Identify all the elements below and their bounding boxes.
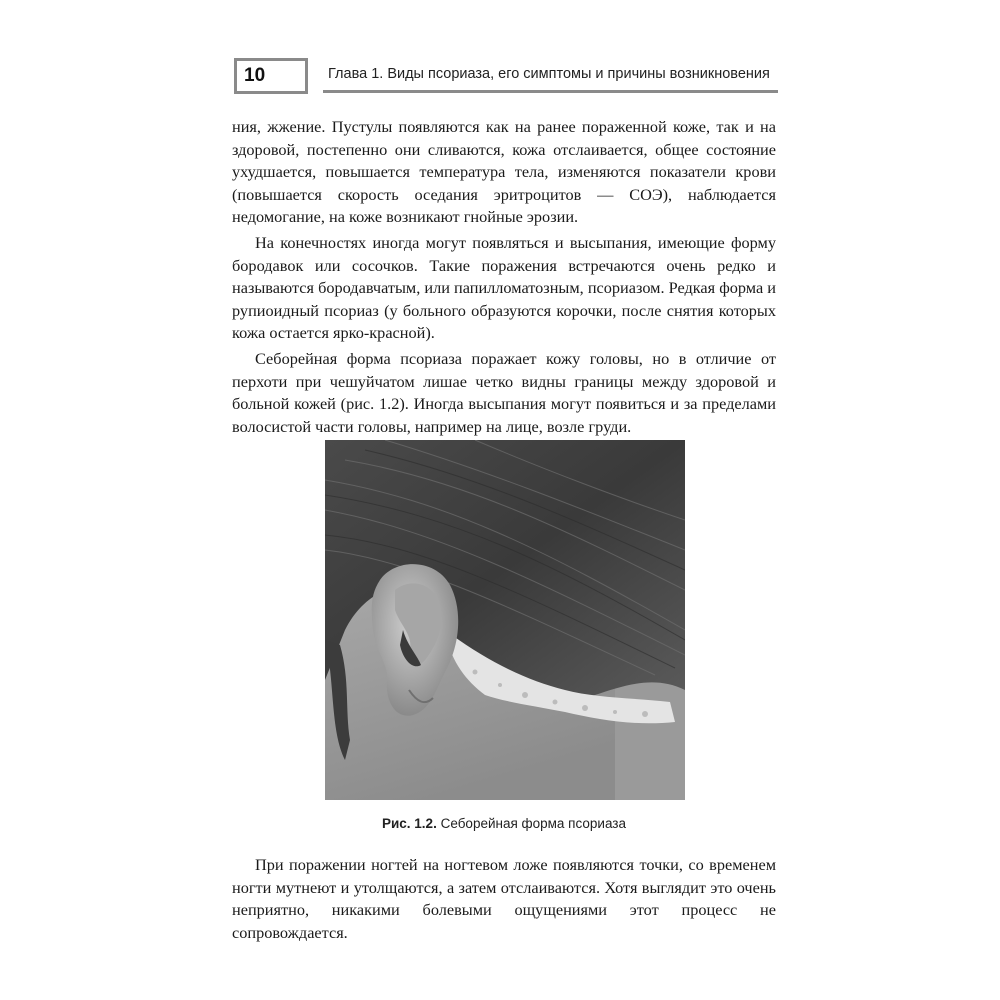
figure-photo xyxy=(325,440,685,800)
page-number-box xyxy=(234,58,308,94)
paragraph: ния, жжение. Пустулы появляются как на ранее пораженной коже, так и на здоровой, постепенно они сливаются, кожа отслаивается, общее состояние ухудшается, повышается температура тела, изменяются показатели крови (повышается скорость оседания эритроцитов — СОЭ), наблюдается недомогание, на коже возникают гнойные эрозии. xyxy=(232,117,776,227)
chapter-title: Глава 1. Виды псориаза, его симптомы и причины возникновения xyxy=(328,66,770,82)
figure-label: Рис. 1.2. xyxy=(381,816,437,831)
paragraph: Себорейная форма псориаза поражает кожу головы, но в отличие от перхоти при чешуйчатом лишае четко видны границы между здоровой и больной кожей (рис. 1.2). Иногда высыпания могут появиться и за пределами волосистой части головы, например на лице, возле груди. xyxy=(232,348,776,436)
paragraph: На конечностях иногда могут появляться и высыпания, имеющие форму бородавок или сосочков. Такие поражения встречаются очень редко и называются бородавчатым, или папилломатозным, псориазом. Редкая форма и рупиоидный псориаз (у больного образуются корочки, после снятия которых кожа остается ярко-красной). xyxy=(232,232,776,343)
header-rule xyxy=(323,90,778,93)
figure-caption-text: Себорейная форма псориаза xyxy=(440,816,627,831)
body-text-bottom xyxy=(232,854,776,947)
paragraph: При поражении ногтей на ногтевом ложе появляются точки, со временем ногти мутнеют и утолщаются, а затем отслаиваются. Хотя выглядит это очень неприятно, никакими болевыми ощущениями этот процесс не сопровождается. xyxy=(232,855,776,942)
body-text-top xyxy=(232,116,776,441)
figure-caption xyxy=(232,816,776,831)
page-number: 10 xyxy=(244,65,266,86)
